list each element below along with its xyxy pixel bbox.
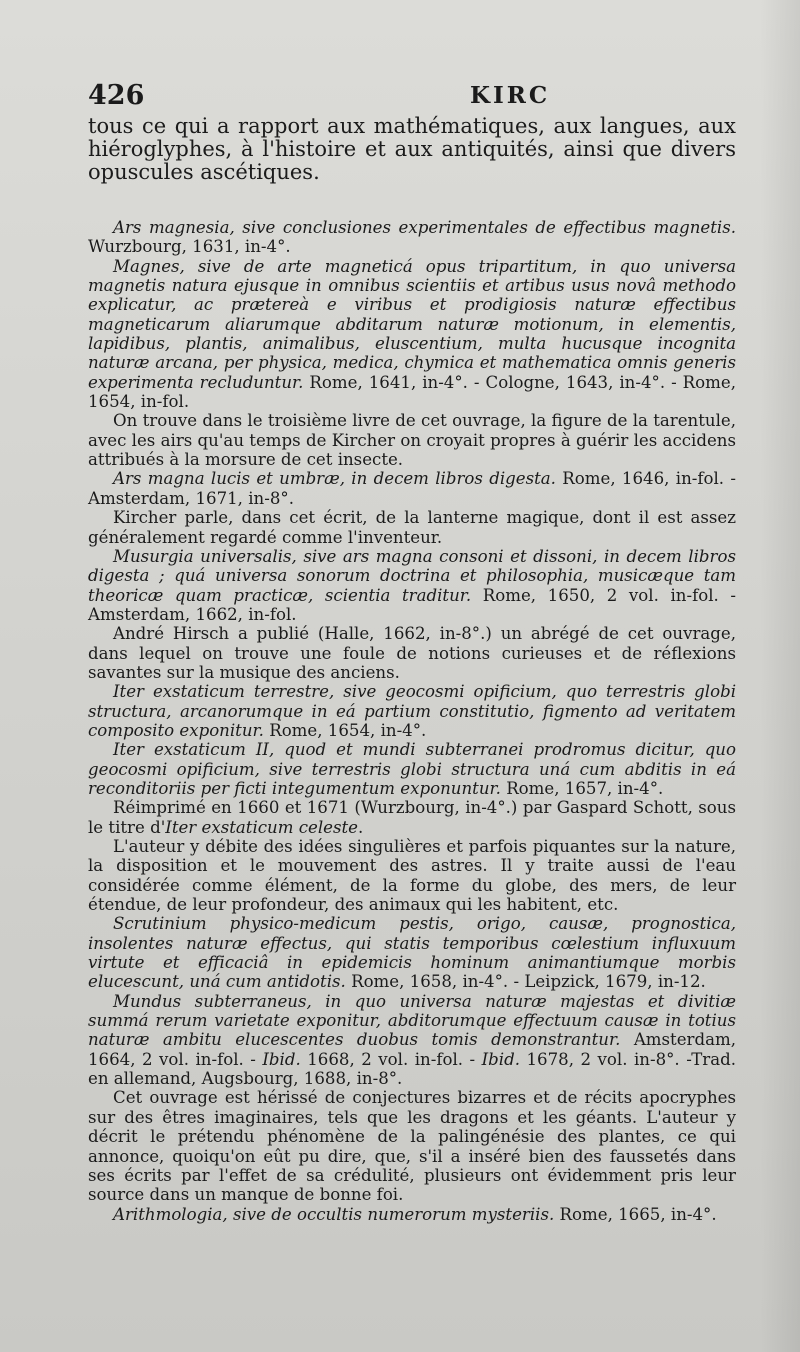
entry-details: Wurzbourg, 1631, in-4°. bbox=[88, 237, 291, 257]
entry-details: Rome, 1657, in-4°. bbox=[506, 778, 664, 798]
bibliography-entry bbox=[88, 508, 736, 547]
entry-details: André Hirsch a publié (Halle, 1662, in-8°.) un abrégé de cet ouvrage, dans lequel on trouve une foule de notions curieuses et de réflexions savantes sur la musique des anciens. bbox=[88, 624, 736, 682]
entry-title: Iter exstaticum terrestre, sive geocosmi opificium, quo terrestris globi structura, arcanorumque in eá partium constitutio, figmento ad veritatem composito exponitur. bbox=[88, 682, 736, 740]
entry-details: Rome, 1658, in-4°. - Leipzick, 1679, in-12. bbox=[351, 972, 706, 992]
entry-title: Scrutinium physico-medicum pestis, origo, causæ, prognostica, insolentes naturæ effectus, qui statis temporibus cœlestium influxuum virtute et efficaciâ in epidemicis hominum animantiumque morbis elucescunt, uná cum antidotis. bbox=[88, 914, 736, 992]
running-head: KIRC bbox=[470, 82, 551, 109]
entry-details: Cet ouvrage est hérissé de conjectures bizarres et de récits apocryphes sur des êtres imaginaires, tels que les dragons et les géants. L'auteur y décrit le prétendu phénomène de la palingénésie des plantes, ce qui annonce, quoiqu'on eût pu dire, que, s'il a inséré bien des faussetés dans ses écrits par l'effet de sa crédulité, plusieurs ont évidemment pris leur source dans un manque de bonne foi. bbox=[88, 1088, 736, 1205]
entry-details: On trouve dans le troisième livre de cet ouvrage, la figure de la tarentule, avec les airs qu'au temps de Kircher on croyait propres à guérir les accidens attribués à la morsure de cet insecte. bbox=[88, 411, 736, 470]
entry-details: Rome, 1650, 2 vol. in-fol. - Amsterdam, 1662, in-fol. bbox=[88, 585, 736, 624]
entry-details: Rome, 1646, in-fol. - Amsterdam, 1671, in-8°. bbox=[88, 469, 736, 508]
entry-title: Mundus subterraneus, in quo universa naturæ majestas et divitiæ summá rerum varietate exponitur, abditorumque effectuum causæ in totius naturæ ambitu elucescentes duobus tomis demonstrantur. bbox=[88, 991, 736, 1050]
bibliography-entry bbox=[88, 547, 736, 624]
bibliography-entry bbox=[88, 914, 736, 991]
entry-title: Iter exstaticum II, quod et mundi subterranei prodromus dicitur, quo geocosmi opificium, sive terrestris globi structura uná cum abditis in eá reconditoriis per ficti integumentum exponuntur. bbox=[88, 740, 736, 798]
entry-details-fragment: Amsterdam, 1664, 2 vol. in-fol. - bbox=[88, 1030, 736, 1069]
bibliography-entry bbox=[88, 1205, 736, 1224]
entry-details-fragment: Réimprimé en 1660 et 1671 (Wurzbourg, in-4°.) par Gaspard Schott, sous le titre d' bbox=[88, 798, 736, 837]
bibliography-entry bbox=[88, 218, 736, 257]
bibliography-entry bbox=[88, 740, 736, 798]
page-edge-shadow bbox=[760, 0, 800, 1352]
bibliography-entry bbox=[88, 624, 736, 682]
intro-paragraph: tous ce qui a rapport aux mathématiques, aux langues, aux hiéroglyphes, à l'histoire et aux antiquités, ainsi que divers opuscules ascétiques. bbox=[88, 114, 736, 184]
entry-title: Arithmologia, sive de occultis numerorum mysteriis. bbox=[113, 1204, 555, 1224]
page-header bbox=[88, 80, 738, 116]
entry-details: L'auteur y débite des idées singulières et parfois piquantes sur la nature, la disposition et le mouvement des astres. Il y traite aussi de l'eau considérée comme élément, de la forme du globe, des mers, de leur étendue, de leur profondeur, des animaux qui les habitent, etc. bbox=[88, 837, 736, 915]
bibliography-entry bbox=[88, 411, 736, 469]
bibliography-entry bbox=[88, 1088, 736, 1204]
bibliography-entry bbox=[88, 682, 736, 740]
bibliography-entry bbox=[88, 798, 736, 837]
entry-title: Ars magna lucis et umbræ, in decem libros digesta. bbox=[113, 469, 556, 489]
entry-details: Kircher parle, dans cet écrit, de la lanterne magique, dont il est assez généralement regardé comme l'inventeur. bbox=[88, 508, 736, 547]
entry-italic-fragment: Ibid. bbox=[262, 1049, 301, 1069]
entry-details: Rome, 1641, in-4°. - Cologne, 1643, in-4°. - Rome, 1654, in-fol. bbox=[88, 372, 736, 412]
page-number: 426 bbox=[88, 80, 145, 111]
entry-details-fragment: . bbox=[357, 817, 364, 837]
entry-italic-fragment: Iter exstaticum celeste bbox=[165, 817, 358, 837]
bibliography-entry bbox=[88, 837, 736, 914]
entry-title: Musurgia universalis, sive ars magna consoni et dissoni, in decem libros digesta ; quá universa sonorum doctrina et philosophia, musicæque tam theoricæ quam practicæ, scientia traditur. bbox=[88, 546, 736, 605]
entry-details: Rome, 1665, in-4°. bbox=[559, 1204, 717, 1224]
entry-italic-fragment: Ibid. bbox=[481, 1049, 521, 1069]
entry-details-fragment: 1678, 2 vol. in-8°. -Trad. en allemand, Augsbourg, 1688, in-8°. bbox=[88, 1049, 736, 1089]
entry-details-fragment: 1668, 2 vol. in-fol. - bbox=[300, 1049, 482, 1069]
bibliography-entries bbox=[88, 218, 736, 1224]
bibliography-entry bbox=[88, 257, 736, 412]
bibliography-entry bbox=[88, 469, 736, 508]
entry-title: Ars magnesia, sive conclusiones experimentales de effectibus magnetis. bbox=[113, 218, 736, 237]
entry-title: Magnes, sive de arte magneticá opus tripartitum, in quo universa magnetis natura ejusque in omnibus scientiis et artibus usus novâ methodo explicatur, ac prætereà e viribus et prodigiosis naturæ effectibus magneticarum aliarumque abditarum naturæ motionum, in elementis, lapidibus, plantis, animalibus, eluscentium, multa hucusque incognita naturæ arcana, per physica, medica, chymica et mathematica omnis generis experimenta recluduntur. bbox=[88, 256, 736, 392]
main-text bbox=[88, 115, 736, 1224]
entry-details: Rome, 1654, in-4°. bbox=[269, 720, 427, 740]
bibliography-entry bbox=[88, 992, 736, 1089]
